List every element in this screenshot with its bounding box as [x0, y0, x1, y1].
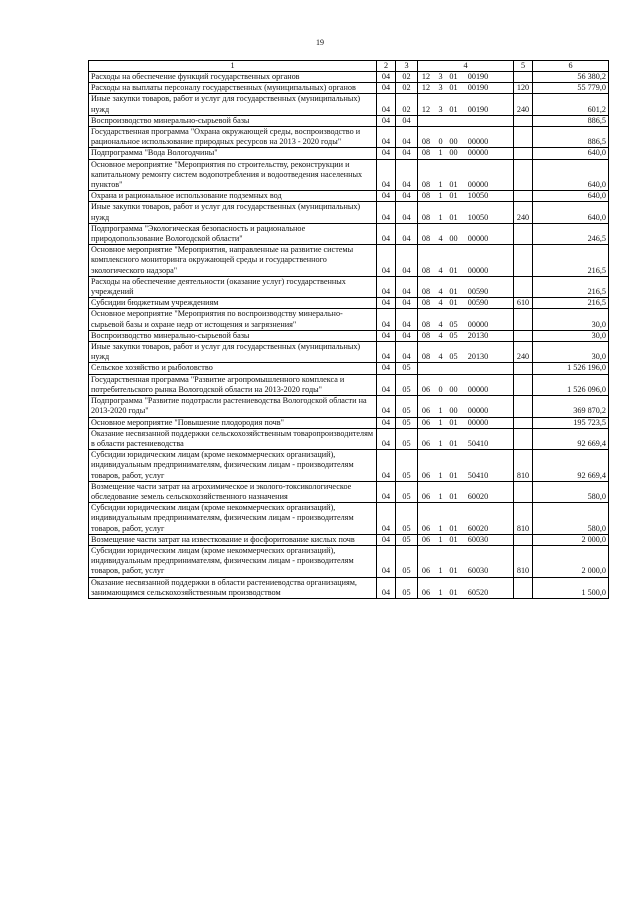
row-subsection-cell: 04: [396, 127, 418, 148]
table-row: [89, 374, 609, 395]
row-subsection-cell: 04: [396, 342, 418, 363]
target-article-part: 00190: [467, 72, 489, 81]
target-article-part: 1: [438, 148, 443, 158]
row-section-cell: 04: [377, 223, 396, 244]
table-row: [89, 148, 609, 159]
row-name-cell: Оказание несвязанной поддержки сельскохозяйственным товаропроизводителям в области растениеводства: [89, 428, 377, 449]
target-article-part: 1: [438, 587, 443, 597]
row-expense-type-cell: 810: [514, 503, 533, 535]
target-article-part: 00000: [467, 180, 489, 190]
row-amount-cell: 30,0: [533, 330, 609, 341]
target-article-part: 08: [421, 265, 431, 275]
table-row: [89, 94, 609, 115]
target-article-part: 06: [421, 417, 431, 427]
target-article-part: 00190: [467, 104, 489, 114]
row-name-cell: Основное мероприятие "Мероприятия по строительству, реконструкции и капитальному ремонту систем водопотребления и водоотведения населенных пунктов": [89, 159, 377, 191]
row-amount-cell: 56 380,2: [533, 72, 609, 83]
row-expense-type-cell: 120: [514, 83, 533, 94]
row-section-cell: 04: [377, 127, 396, 148]
row-target-article-cell: [418, 276, 514, 297]
row-section-cell: 04: [377, 450, 396, 482]
row-target-article-cell: [418, 298, 514, 309]
target-article-part: 01: [449, 191, 458, 201]
row-name-cell: Охрана и рациональное использование подземных вод: [89, 191, 377, 202]
row-subsection-cell: 05: [396, 374, 418, 395]
table-row: [89, 191, 609, 202]
row-name-cell: Оказание несвязанной поддержки в области растениеводства организациям, занимающимся сельскохозяйственным производством: [89, 577, 377, 598]
row-amount-cell: 92 669,4: [533, 450, 609, 482]
row-target-article-cell: [418, 545, 514, 577]
target-article-part: 05: [449, 330, 458, 340]
row-name-cell: Субсидии юридическим лицам (кроме некоммерческих организаций), индивидуальным предпринимателям, физическим лицам - производителям товаров, работ, услуг: [89, 503, 377, 535]
row-section-cell: 04: [377, 191, 396, 202]
target-article-part: 00: [449, 137, 458, 147]
row-name-cell: Подпрограмма "Экологическая безопасность и рациональное природопользование Вологодской области": [89, 223, 377, 244]
target-article-part: 12: [421, 72, 431, 81]
row-section-cell: 04: [377, 534, 396, 545]
target-article-part: 1: [438, 212, 443, 222]
row-name-cell: Субсидии бюджетным учреждениям: [89, 298, 377, 309]
table-row: [89, 202, 609, 223]
target-article-part: 06: [421, 566, 431, 576]
target-article-part: 06: [421, 587, 431, 597]
header-col-6: 6: [533, 61, 609, 72]
row-section-cell: 04: [377, 298, 396, 309]
table-row: [89, 577, 609, 598]
row-subsection-cell: 05: [396, 545, 418, 577]
table-row: [89, 159, 609, 191]
row-expense-type-cell: 610: [514, 298, 533, 309]
table-row: [89, 127, 609, 148]
row-subsection-cell: 05: [396, 481, 418, 502]
target-article-part: 00000: [467, 137, 489, 147]
target-article-part: 01: [449, 470, 458, 480]
row-subsection-cell: 05: [396, 363, 418, 374]
row-amount-cell: 2 000,0: [533, 534, 609, 545]
target-article-part: 01: [449, 104, 458, 114]
target-article-part: 00000: [467, 319, 489, 329]
row-target-article-cell: [418, 94, 514, 115]
target-article-part: 00000: [467, 384, 489, 394]
row-target-article-cell: [418, 330, 514, 341]
row-expense-type-cell: [514, 115, 533, 126]
row-subsection-cell: 05: [396, 503, 418, 535]
target-article-part: 08: [421, 180, 431, 190]
target-article-part: 01: [449, 72, 458, 81]
row-section-cell: 04: [377, 83, 396, 94]
table-row: [89, 330, 609, 341]
row-target-article-cell: [418, 148, 514, 159]
row-section-cell: 04: [377, 417, 396, 428]
table-row: [89, 309, 609, 330]
target-article-part: 00000: [467, 417, 489, 427]
row-target-article-cell: [418, 72, 514, 83]
row-amount-cell: 216,5: [533, 276, 609, 297]
row-expense-type-cell: [514, 330, 533, 341]
row-name-cell: Воспроизводство минерально-сырьевой базы: [89, 330, 377, 341]
table-row: [89, 534, 609, 545]
row-amount-cell: 30,0: [533, 309, 609, 330]
row-amount-cell: 1 500,0: [533, 577, 609, 598]
row-amount-cell: 580,0: [533, 481, 609, 502]
table-row: [89, 72, 609, 83]
row-section-cell: 04: [377, 115, 396, 126]
row-subsection-cell: 05: [396, 417, 418, 428]
row-amount-cell: 640,0: [533, 202, 609, 223]
row-name-cell: Возмещение части затрат на агрохимическое и эколого-токсикологическое обследование земель сельскохозяйственного назначения: [89, 481, 377, 502]
target-article-part: 08: [421, 287, 431, 297]
row-section-cell: 04: [377, 396, 396, 417]
table-row: [89, 503, 609, 535]
target-article-part: 08: [421, 330, 431, 340]
row-subsection-cell: 05: [396, 534, 418, 545]
table-header-row: [89, 61, 609, 72]
row-section-cell: 04: [377, 374, 396, 395]
target-article-part: 08: [421, 352, 431, 362]
row-section-cell: 04: [377, 481, 396, 502]
row-subsection-cell: 04: [396, 202, 418, 223]
row-amount-cell: 886,5: [533, 127, 609, 148]
target-article-part: 4: [438, 298, 443, 308]
target-article-part: 10050: [467, 191, 489, 201]
row-section-cell: 04: [377, 363, 396, 374]
target-article-part: 06: [421, 470, 431, 480]
target-article-part: 00000: [467, 234, 489, 244]
target-article-part: 01: [449, 417, 458, 427]
target-article-part: 01: [449, 566, 458, 576]
table-row: [89, 363, 609, 374]
header-col-2: 2: [377, 61, 396, 72]
row-target-article-cell: [418, 428, 514, 449]
row-name-cell: Основное мероприятие "Мероприятия по воспроизводству минерально-сырьевой базы и охране недр от истощения и загрязнения": [89, 309, 377, 330]
target-article-part: 01: [449, 212, 458, 222]
row-target-article-cell: [418, 374, 514, 395]
target-article-part: 50410: [467, 438, 489, 448]
target-article-part: 1: [438, 417, 443, 427]
row-target-article-cell: [418, 159, 514, 191]
table-row: [89, 450, 609, 482]
table-row: [89, 342, 609, 363]
row-amount-cell: 195 723,5: [533, 417, 609, 428]
row-amount-cell: 886,5: [533, 115, 609, 126]
target-article-part: 06: [421, 438, 431, 448]
row-subsection-cell: 04: [396, 298, 418, 309]
row-amount-cell: 216,5: [533, 298, 609, 309]
row-section-cell: 04: [377, 72, 396, 83]
row-amount-cell: 2 000,0: [533, 545, 609, 577]
target-article-part: 60030: [467, 566, 489, 576]
row-section-cell: 04: [377, 428, 396, 449]
row-amount-cell: 55 779,0: [533, 83, 609, 94]
row-target-article-cell: [418, 363, 514, 374]
row-subsection-cell: 04: [396, 330, 418, 341]
row-expense-type-cell: [514, 223, 533, 244]
target-article-part: 3: [438, 72, 443, 81]
row-target-article-cell: [418, 223, 514, 244]
row-expense-type-cell: [514, 363, 533, 374]
row-name-cell: Основное мероприятие "Повышение плодородия почв": [89, 417, 377, 428]
target-article-part: 0: [438, 137, 443, 147]
row-name-cell: Государственная программа "Охрана окружающей среды, воспроизводство и рациональное использование природных ресурсов на 2013 - 2020 годы": [89, 127, 377, 148]
row-amount-cell: 640,0: [533, 159, 609, 191]
row-subsection-cell: 04: [396, 223, 418, 244]
target-article-part: 08: [421, 298, 431, 308]
target-article-part: 01: [449, 287, 458, 297]
row-expense-type-cell: [514, 428, 533, 449]
table-row: [89, 481, 609, 502]
target-article-part: 1: [438, 523, 443, 533]
row-subsection-cell: 05: [396, 577, 418, 598]
target-article-part: 01: [449, 587, 458, 597]
row-amount-cell: 246,5: [533, 223, 609, 244]
row-subsection-cell: 04: [396, 148, 418, 159]
row-expense-type-cell: 810: [514, 545, 533, 577]
target-article-part: 01: [449, 180, 458, 190]
target-article-part: 4: [438, 234, 443, 244]
row-section-cell: 04: [377, 577, 396, 598]
row-subsection-cell: 04: [396, 159, 418, 191]
table-row: [89, 396, 609, 417]
row-expense-type-cell: [514, 127, 533, 148]
row-target-article-cell: [418, 202, 514, 223]
row-expense-type-cell: [514, 276, 533, 297]
target-article-part: 00000: [467, 265, 489, 275]
row-amount-cell: 640,0: [533, 148, 609, 159]
header-col-3: 3: [396, 61, 418, 72]
row-section-cell: 04: [377, 94, 396, 115]
row-target-article-cell: [418, 534, 514, 545]
row-expense-type-cell: [514, 148, 533, 159]
row-target-article-cell: [418, 396, 514, 417]
row-expense-type-cell: [514, 577, 533, 598]
row-name-cell: Расходы на обеспечение деятельности (оказание услуг) государственных учреждений: [89, 276, 377, 297]
page-number: 19: [316, 38, 324, 47]
row-name-cell: Подпрограмма "Вода Вологодчины": [89, 148, 377, 159]
target-article-part: 60020: [467, 491, 489, 501]
target-article-part: 1: [438, 566, 443, 576]
target-article-part: 05: [449, 352, 458, 362]
row-name-cell: Расходы на обеспечение функций государственных органов: [89, 72, 377, 83]
target-article-part: 1: [438, 438, 443, 448]
row-amount-cell: 369 870,2: [533, 396, 609, 417]
target-article-part: 1: [438, 180, 443, 190]
budget-table: [88, 60, 609, 599]
target-article-part: 1: [438, 406, 443, 416]
row-subsection-cell: 02: [396, 72, 418, 83]
row-amount-cell: 30,0: [533, 342, 609, 363]
target-article-part: 4: [438, 287, 443, 297]
target-article-part: 12: [421, 83, 431, 93]
row-expense-type-cell: 240: [514, 342, 533, 363]
row-section-cell: 04: [377, 503, 396, 535]
target-article-part: 60020: [467, 523, 489, 533]
row-section-cell: 04: [377, 545, 396, 577]
target-article-part: 00000: [467, 148, 489, 158]
target-article-part: 08: [421, 137, 431, 147]
table-row: [89, 428, 609, 449]
row-name-cell: Основное мероприятие "Мероприятия, направленные на развитие системы комплексного мониторинга окружающей среды и государственного экологического надзора": [89, 245, 377, 277]
row-expense-type-cell: [514, 396, 533, 417]
target-article-part: 01: [449, 83, 458, 93]
row-amount-cell: 1 526 196,0: [533, 363, 609, 374]
target-article-part: 12: [421, 104, 431, 114]
target-article-part: 0: [438, 384, 443, 394]
row-section-cell: 04: [377, 276, 396, 297]
target-article-part: 06: [421, 384, 431, 394]
target-article-part: 06: [421, 491, 431, 501]
row-target-article-cell: [418, 191, 514, 202]
row-section-cell: 04: [377, 309, 396, 330]
header-col-4: 4: [418, 61, 514, 72]
row-expense-type-cell: [514, 417, 533, 428]
target-article-part: 00: [449, 148, 458, 158]
row-name-cell: Иные закупки товаров, работ и услуг для государственных (муниципальных) нужд: [89, 202, 377, 223]
target-article-part: 08: [421, 148, 431, 158]
target-article-part: 60030: [467, 534, 489, 544]
row-subsection-cell: 05: [396, 428, 418, 449]
table-row: [89, 245, 609, 277]
row-target-article-cell: [418, 83, 514, 94]
row-name-cell: Государственная программа "Развитие агропромышленного комплекса и потребительского рынка Вологодской области на 2013-2020 годы": [89, 374, 377, 395]
row-amount-cell: 640,0: [533, 191, 609, 202]
row-subsection-cell: 02: [396, 83, 418, 94]
row-name-cell: Воспроизводство минерально-сырьевой базы: [89, 115, 377, 126]
target-article-part: 1: [438, 470, 443, 480]
target-article-part: 08: [421, 319, 431, 329]
row-target-article-cell: [418, 450, 514, 482]
table-row: [89, 417, 609, 428]
target-article-part: 20130: [467, 330, 489, 340]
target-article-part: 01: [449, 491, 458, 501]
row-amount-cell: 580,0: [533, 503, 609, 535]
row-expense-type-cell: 810: [514, 450, 533, 482]
row-subsection-cell: 04: [396, 191, 418, 202]
target-article-part: 3: [438, 104, 443, 114]
row-name-cell: Субсидии юридическим лицам (кроме некоммерческих организаций), индивидуальным предпринимателям, физическим лицам - производителям товаров, работ, услуг: [89, 545, 377, 577]
header-col-5: 5: [514, 61, 533, 72]
table-row: [89, 83, 609, 94]
target-article-part: 60520: [467, 587, 489, 597]
target-article-part: 4: [438, 265, 443, 275]
target-article-part: 00590: [467, 298, 489, 308]
row-section-cell: 04: [377, 342, 396, 363]
row-amount-cell: 1 526 096,0: [533, 374, 609, 395]
row-section-cell: 04: [377, 148, 396, 159]
target-article-part: 4: [438, 319, 443, 329]
row-expense-type-cell: [514, 191, 533, 202]
target-article-part: 01: [449, 298, 458, 308]
target-article-part: 06: [421, 406, 431, 416]
row-target-article-cell: [418, 115, 514, 126]
row-section-cell: 04: [377, 330, 396, 341]
target-article-part: 06: [421, 534, 431, 544]
table-row: [89, 276, 609, 297]
header-col-1: 1: [89, 61, 377, 72]
table-row: [89, 115, 609, 126]
target-article-part: 50410: [467, 470, 489, 480]
target-article-part: 08: [421, 234, 431, 244]
row-subsection-cell: 04: [396, 309, 418, 330]
row-target-article-cell: [418, 127, 514, 148]
target-article-part: 10050: [467, 212, 489, 222]
row-target-article-cell: [418, 309, 514, 330]
row-target-article-cell: [418, 417, 514, 428]
target-article-part: 1: [438, 534, 443, 544]
row-name-cell: Возмещение части затрат на известкование и фосфоритование кислых почв: [89, 534, 377, 545]
row-target-article-cell: [418, 342, 514, 363]
target-article-part: 01: [449, 523, 458, 533]
row-subsection-cell: 04: [396, 115, 418, 126]
row-expense-type-cell: 240: [514, 94, 533, 115]
row-section-cell: 04: [377, 245, 396, 277]
row-expense-type-cell: [514, 159, 533, 191]
row-name-cell: Иные закупки товаров, работ и услуг для государственных (муниципальных) нужд: [89, 342, 377, 363]
row-target-article-cell: [418, 503, 514, 535]
row-amount-cell: 216,5: [533, 245, 609, 277]
row-section-cell: 04: [377, 202, 396, 223]
target-article-part: 00: [449, 234, 458, 244]
row-name-cell: Расходы на выплаты персоналу государственных (муниципальных) органов: [89, 83, 377, 94]
table-row: [89, 298, 609, 309]
row-subsection-cell: 05: [396, 396, 418, 417]
target-article-part: 08: [421, 191, 431, 201]
row-target-article-cell: [418, 577, 514, 598]
target-article-part: 1: [438, 191, 443, 201]
row-expense-type-cell: [514, 245, 533, 277]
row-section-cell: 04: [377, 159, 396, 191]
row-target-article-cell: [418, 245, 514, 277]
target-article-part: 3: [438, 83, 443, 93]
row-expense-type-cell: [514, 481, 533, 502]
row-subsection-cell: 05: [396, 450, 418, 482]
row-name-cell: Сельское хозяйство и рыболовство: [89, 363, 377, 374]
row-expense-type-cell: [514, 72, 533, 83]
row-expense-type-cell: [514, 374, 533, 395]
target-article-part: 00: [449, 384, 458, 394]
target-article-part: 4: [438, 352, 443, 362]
target-article-part: 00590: [467, 287, 489, 297]
row-name-cell: Подпрограмма "Развитие подотрасли растениеводства Вологодской области на 2013-2020 годы": [89, 396, 377, 417]
target-article-part: 06: [421, 523, 431, 533]
target-article-part: 01: [449, 534, 458, 544]
row-expense-type-cell: [514, 309, 533, 330]
row-amount-cell: 601,2: [533, 94, 609, 115]
row-subsection-cell: 04: [396, 276, 418, 297]
row-name-cell: Иные закупки товаров, работ и услуг для государственных (муниципальных) нужд: [89, 94, 377, 115]
row-expense-type-cell: 240: [514, 202, 533, 223]
target-article-part: 01: [449, 265, 458, 275]
target-article-part: 00: [449, 406, 458, 416]
table-row: [89, 223, 609, 244]
row-subsection-cell: 04: [396, 245, 418, 277]
target-article-part: 1: [438, 491, 443, 501]
target-article-part: 08: [421, 212, 431, 222]
table-row: [89, 545, 609, 577]
row-subsection-cell: 02: [396, 94, 418, 115]
target-article-part: 01: [449, 438, 458, 448]
row-expense-type-cell: [514, 534, 533, 545]
target-article-part: 00190: [467, 83, 489, 93]
target-article-part: 05: [449, 319, 458, 329]
row-amount-cell: 92 669,4: [533, 428, 609, 449]
target-article-part: 00000: [467, 406, 489, 416]
target-article-part: 4: [438, 330, 443, 340]
row-name-cell: Субсидии юридическим лицам (кроме некоммерческих организаций), индивидуальным предпринимателям, физическим лицам - производителям товаров, работ, услуг: [89, 450, 377, 482]
row-target-article-cell: [418, 481, 514, 502]
target-article-part: 20130: [467, 352, 489, 362]
